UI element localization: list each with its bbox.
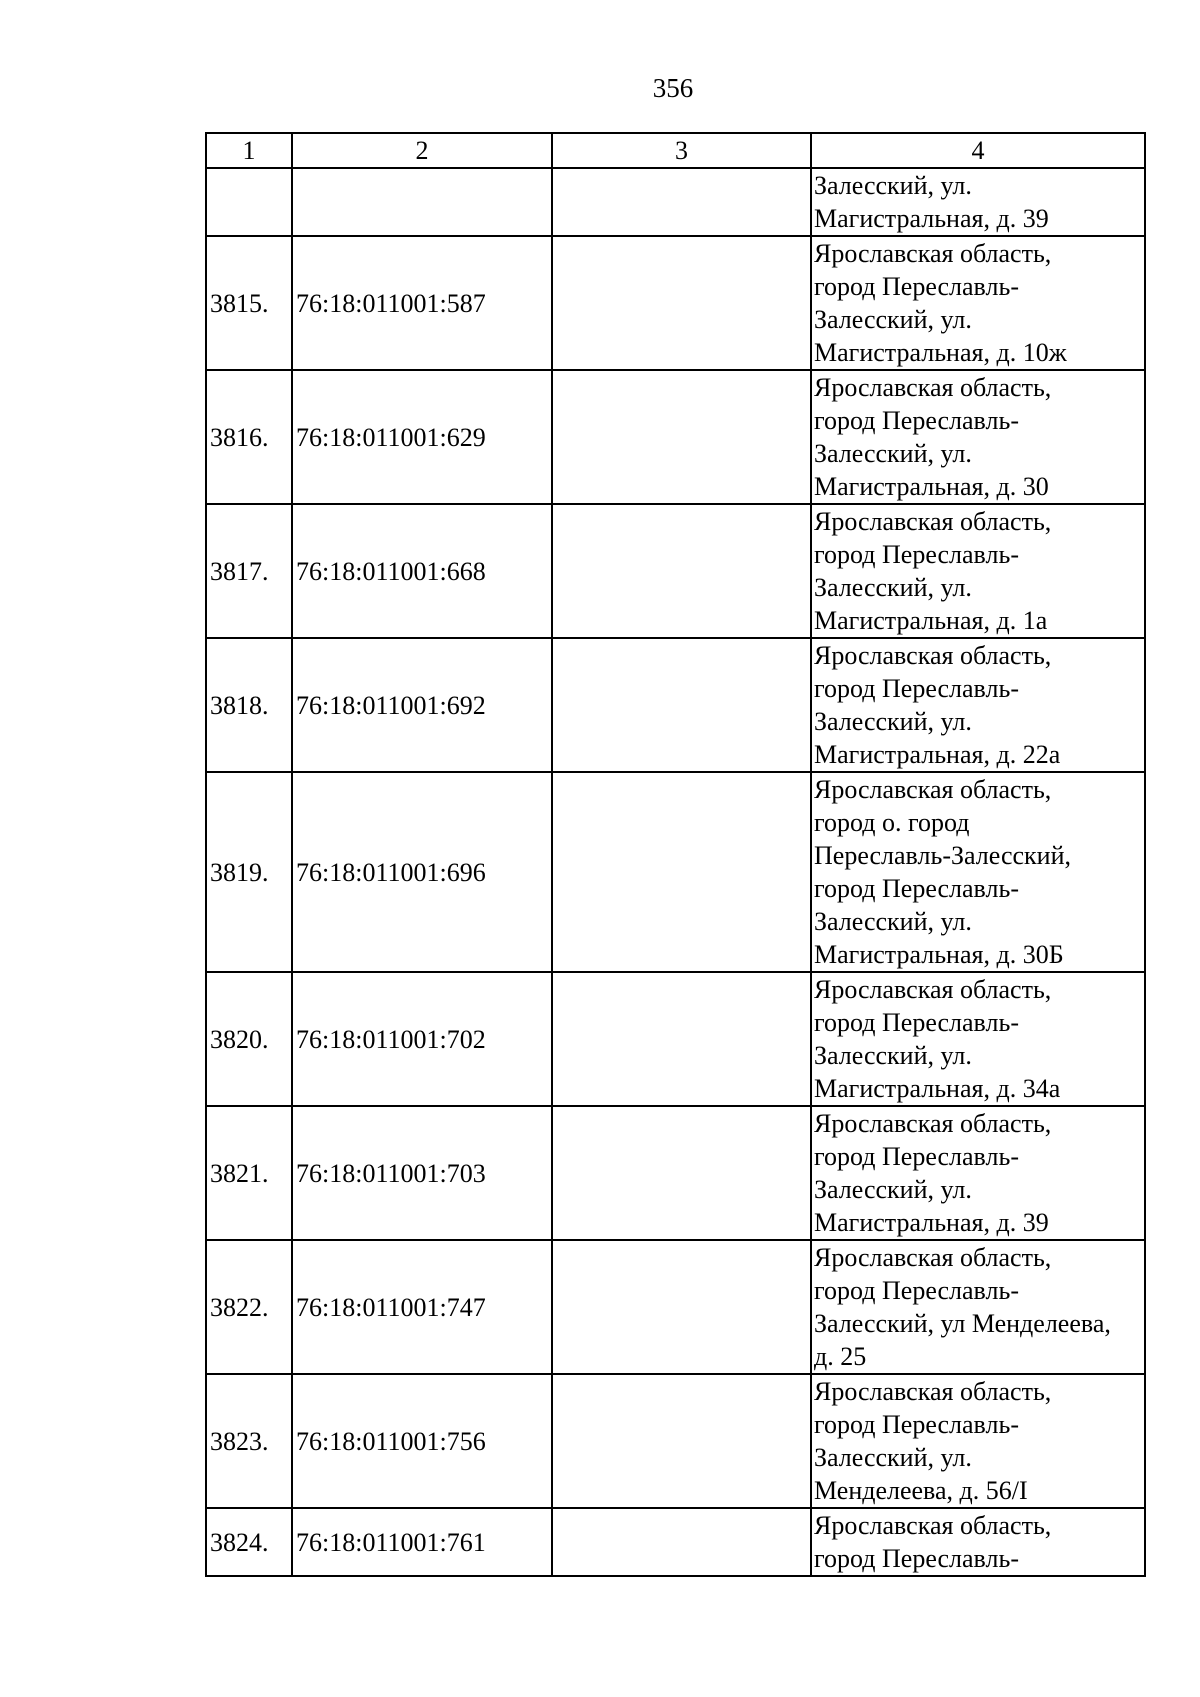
- cadastral-number: 76:18:011001:696: [292, 772, 552, 972]
- address-line: Залесский, ул.: [814, 1041, 972, 1070]
- address-line: Залесский, ул.: [814, 305, 972, 334]
- column-3-cell: [552, 1374, 811, 1508]
- table-row: [206, 1508, 1145, 1576]
- header-col-4: 4: [811, 133, 1145, 168]
- address-line: Ярославская область,: [814, 239, 1052, 268]
- address-line: д. 25: [814, 1342, 867, 1371]
- address-line: город Переславль-: [814, 1410, 1019, 1439]
- cadastral-number: 76:18:011001:702: [292, 972, 552, 1106]
- page-number: 356: [652, 73, 694, 103]
- address-line: Магистральная, д. 10ж: [814, 338, 1067, 367]
- address-cell: [811, 1106, 1145, 1240]
- row-number: 3822.: [206, 1240, 292, 1374]
- address-line: Ярославская область,: [814, 641, 1052, 670]
- address-line: Магистральная, д. 39: [814, 1208, 1049, 1237]
- cadastral-number: 76:18:011001:692: [292, 638, 552, 772]
- address-line: Ярославская область,: [814, 1243, 1052, 1272]
- address-line: город Переславль-: [814, 272, 1019, 301]
- row-number: 3815.: [206, 236, 292, 370]
- cadastral-number: [292, 168, 552, 236]
- table-row: [206, 972, 1145, 1106]
- header-col-2: 2: [292, 133, 552, 168]
- row-number: 3817.: [206, 504, 292, 638]
- address-line: город Переславль-: [814, 1008, 1019, 1037]
- address-line: Залесский, ул Менделеева,: [814, 1309, 1111, 1338]
- column-3-cell: [552, 638, 811, 772]
- address-line: город Переславль-: [814, 540, 1019, 569]
- address-line: Магистральная, д. 34а: [814, 1074, 1061, 1103]
- header-col-1: 1: [206, 133, 292, 168]
- cadastral-number: 76:18:011001:587: [292, 236, 552, 370]
- address-line: Ярославская область,: [814, 975, 1052, 1004]
- address-line: Ярославская область,: [814, 1511, 1052, 1540]
- table-header: [206, 133, 1145, 168]
- address-cell: [811, 236, 1145, 370]
- table-row: [206, 168, 1145, 236]
- column-3-cell: [552, 972, 811, 1106]
- address-line: Магистральная, д. 30: [814, 472, 1049, 501]
- table-row: [206, 1374, 1145, 1508]
- address-line: город Переславль-: [814, 406, 1019, 435]
- row-number: 3816.: [206, 370, 292, 504]
- column-3-cell: [552, 1106, 811, 1240]
- table-row: [206, 772, 1145, 972]
- row-number: 3821.: [206, 1106, 292, 1240]
- column-3-cell: [552, 1508, 811, 1576]
- address-line: Залесский, ул.: [814, 171, 972, 200]
- address-line: Ярославская область,: [814, 507, 1052, 536]
- registry-table: [205, 132, 1146, 1577]
- table-row: [206, 1106, 1145, 1240]
- address-line: Залесский, ул.: [814, 907, 972, 936]
- table-row: [206, 1240, 1145, 1374]
- table-row: [206, 236, 1145, 370]
- address-cell: [811, 1374, 1145, 1508]
- address-line: Ярославская область,: [814, 1377, 1052, 1406]
- address-cell: [811, 504, 1145, 638]
- address-line: город Переславль-: [814, 874, 1019, 903]
- row-number: [206, 168, 292, 236]
- cadastral-number: 76:18:011001:747: [292, 1240, 552, 1374]
- cadastral-number: 76:18:011001:756: [292, 1374, 552, 1508]
- address-line: Магистральная, д. 39: [814, 204, 1049, 233]
- address-cell: [811, 638, 1145, 772]
- row-number: 3819.: [206, 772, 292, 972]
- address-line: Магистральная, д. 22а: [814, 740, 1061, 769]
- row-number: 3823.: [206, 1374, 292, 1508]
- row-number: 3818.: [206, 638, 292, 772]
- address-line: Ярославская область,: [814, 373, 1052, 402]
- address-line: Магистральная, д. 30Б: [814, 940, 1064, 969]
- table-row: [206, 370, 1145, 504]
- row-number: 3820.: [206, 972, 292, 1106]
- address-line: город Переславль-: [814, 1276, 1019, 1305]
- cadastral-number: 76:18:011001:703: [292, 1106, 552, 1240]
- address-line: Магистральная, д. 1а: [814, 606, 1048, 635]
- address-line: город Переславль-: [814, 1544, 1019, 1573]
- table-row: [206, 504, 1145, 638]
- address-line: Залесский, ул.: [814, 707, 972, 736]
- header-row: [206, 133, 1145, 168]
- address-cell: [811, 972, 1145, 1106]
- address-line: город Переславль-: [814, 1142, 1019, 1171]
- column-3-cell: [552, 236, 811, 370]
- column-3-cell: [552, 1240, 811, 1374]
- cadastral-number: 76:18:011001:629: [292, 370, 552, 504]
- address-cell: [811, 370, 1145, 504]
- address-line: город о. город: [814, 808, 970, 837]
- column-3-cell: [552, 168, 811, 236]
- column-3-cell: [552, 772, 811, 972]
- address-line: Залесский, ул.: [814, 439, 972, 468]
- address-line: Ярославская область,: [814, 775, 1052, 804]
- cadastral-number: 76:18:011001:761: [292, 1508, 552, 1576]
- address-line: Менделеева, д. 56/I: [814, 1476, 1028, 1505]
- address-cell: [811, 168, 1145, 236]
- address-cell: [811, 772, 1145, 972]
- row-number: 3824.: [206, 1508, 292, 1576]
- column-3-cell: [552, 504, 811, 638]
- address-cell: [811, 1508, 1145, 1576]
- table-row: [206, 638, 1145, 772]
- column-3-cell: [552, 370, 811, 504]
- address-line: город Переславль-: [814, 674, 1019, 703]
- address-cell: [811, 1240, 1145, 1374]
- address-line: Залесский, ул.: [814, 573, 972, 602]
- table-body: [206, 168, 1145, 1576]
- cadastral-number: 76:18:011001:668: [292, 504, 552, 638]
- address-line: Залесский, ул.: [814, 1443, 972, 1472]
- header-col-3: 3: [552, 133, 811, 168]
- address-line: Залесский, ул.: [814, 1175, 972, 1204]
- address-line: Ярославская область,: [814, 1109, 1052, 1138]
- address-line: Переславль-Залесский,: [814, 841, 1071, 870]
